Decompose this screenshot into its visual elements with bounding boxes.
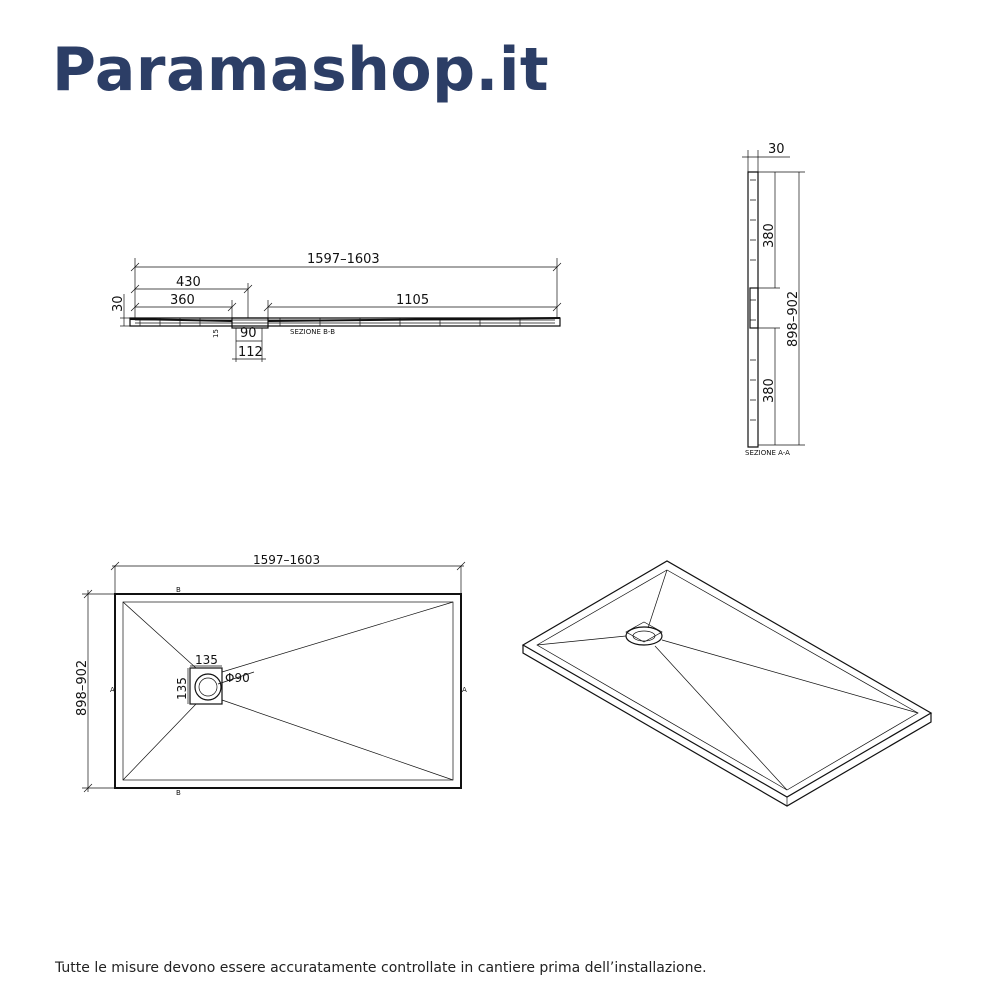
- dim-overall-length-label: 1597–1603: [307, 252, 380, 267]
- side-view: [742, 142, 805, 457]
- disclaimer-note: Tutte le misure devono essere accuratamente controllate in cantiere prima dell’installazione.: [55, 960, 707, 976]
- section-b-label: SEZIONE B-B: [290, 328, 336, 336]
- brand-logo: Paramashop.it: [52, 35, 550, 105]
- side-profile: [748, 172, 758, 447]
- dim-right-length-label: 1105: [396, 293, 430, 308]
- tray-profile: [130, 318, 560, 328]
- section-view: [111, 252, 561, 362]
- plan-view: [75, 553, 467, 797]
- mark-b-bottom: B: [176, 789, 181, 797]
- dim-plan-width-label: 898–902: [75, 659, 90, 716]
- dim-drain-inner-label: 360: [170, 293, 195, 308]
- dim-side-height-label: 30: [768, 142, 785, 157]
- dim-drain-size-v-label: 135: [175, 677, 189, 700]
- mark-a-right: A: [462, 686, 467, 694]
- dim-plan-length-label: 1597–1603: [253, 553, 321, 567]
- dim-upper-segment-label: 380: [762, 223, 777, 248]
- plan-outline: [115, 594, 461, 788]
- dim-drain-width-label: 90: [240, 326, 257, 341]
- dim-drain-outer-label: 430: [176, 275, 201, 290]
- mark-a-left: A: [110, 686, 115, 694]
- mark-b-top: B: [176, 586, 181, 594]
- dim-height-label: 30: [111, 295, 126, 312]
- dim-slope-depth-label: 15: [212, 329, 220, 338]
- dim-drain-diameter-label: Φ90: [225, 671, 250, 685]
- dim-drain-housing-label: 112: [238, 345, 263, 360]
- isometric-view: [523, 561, 931, 806]
- dim-side-width-label: 898–902: [786, 290, 801, 347]
- dim-lower-segment-label: 380: [762, 378, 777, 403]
- dim-drain-size-h-label: 135: [195, 653, 218, 667]
- section-a-label: SEZIONE A-A: [745, 449, 790, 457]
